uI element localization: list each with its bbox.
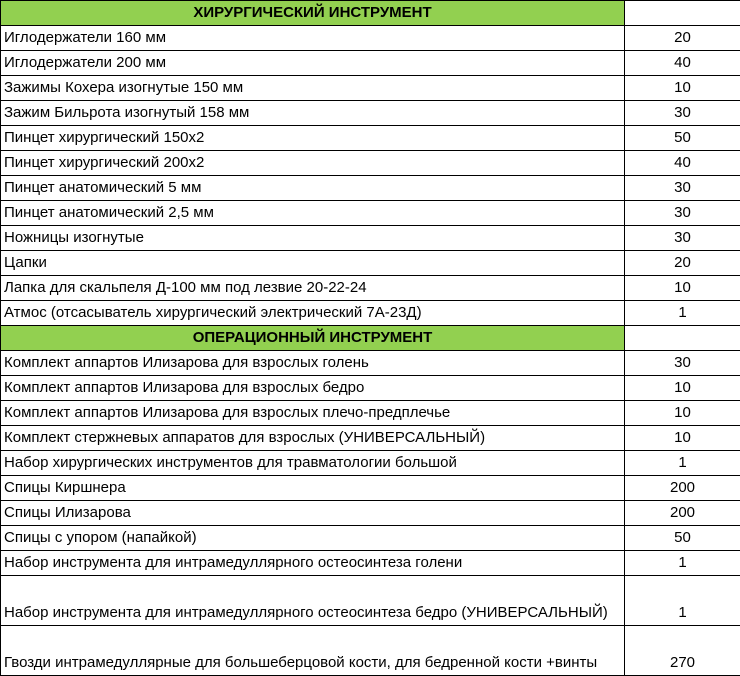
item-qty: 10 [625, 376, 740, 401]
item-name: Комплект аппартов Илизарова для взрослых бедро [1, 376, 625, 401]
table-row [1, 101, 740, 126]
item-qty: 1 [625, 301, 740, 326]
item-name: Пинцет анатомический 5 мм [1, 176, 625, 201]
item-qty: 10 [625, 276, 740, 301]
item-qty: 10 [625, 401, 740, 426]
item-name: Комплект аппартов Илизарова для взрослых плечо-предплечье [1, 401, 625, 426]
item-name: Комплект стержневых аппаратов для взрослых (УНИВЕРСАЛЬНЫЙ) [1, 426, 625, 451]
table-row [1, 526, 740, 551]
table-row [1, 301, 740, 326]
item-name: Ножницы изогнутые [1, 226, 625, 251]
item-qty: 30 [625, 226, 740, 251]
item-qty: 20 [625, 251, 740, 276]
item-qty: 30 [625, 101, 740, 126]
table-row [1, 226, 740, 251]
item-name: Набор инструмента для интрамедуллярного остеосинтеза голени [1, 551, 625, 576]
item-name: Набор инструмента для интрамедуллярного остеосинтеза бедро (УНИВЕРСАЛЬНЫЙ) [1, 576, 625, 626]
item-name: Комплект аппартов Илизарова для взрослых голень [1, 351, 625, 376]
item-name: Спицы Киршнера [1, 476, 625, 501]
table-row [1, 401, 740, 426]
item-qty: 30 [625, 351, 740, 376]
item-name: Иглодержатели 160 мм [1, 26, 625, 51]
table-row [1, 201, 740, 226]
section-title: ОПЕРАЦИОННЫЙ ИНСТРУМЕНТ [1, 326, 625, 351]
table-row [1, 551, 740, 576]
table-row [1, 176, 740, 201]
item-name: Зажим Бильрота изогнутый 158 мм [1, 101, 625, 126]
empty-cell [625, 1, 740, 26]
item-name: Набор хирургических инструментов для травматологии большой [1, 451, 625, 476]
item-qty: 200 [625, 476, 740, 501]
item-qty: 1 [625, 551, 740, 576]
item-qty: 10 [625, 426, 740, 451]
table-row [1, 451, 740, 476]
item-qty: 10 [625, 76, 740, 101]
item-qty: 1 [625, 451, 740, 476]
table-row [1, 251, 740, 276]
table-row [1, 476, 740, 501]
item-name: Пинцет анатомический 2,5 мм [1, 201, 625, 226]
item-qty: 40 [625, 51, 740, 76]
item-name: Спицы с упором (напайкой) [1, 526, 625, 551]
item-qty: 50 [625, 526, 740, 551]
item-qty: 1 [625, 576, 740, 626]
table-row [1, 51, 740, 76]
table-row [1, 276, 740, 301]
table-row [1, 626, 740, 676]
table-row [1, 576, 740, 626]
section-header-surgical [1, 1, 740, 26]
item-name: Иглодержатели 200 мм [1, 51, 625, 76]
table-row [1, 76, 740, 101]
item-qty: 40 [625, 151, 740, 176]
item-name: Пинцет хирургический 150х2 [1, 126, 625, 151]
table-row [1, 501, 740, 526]
item-name: Пинцет хирургический 200х2 [1, 151, 625, 176]
item-name: Гвозди интрамедуллярные для большеберцовой кости, для бедренной кости +винты [1, 626, 625, 676]
item-name: Спицы Илизарова [1, 501, 625, 526]
section-title: ХИРУРГИЧЕСКИЙ ИНСТРУМЕНТ [1, 1, 625, 26]
item-qty: 30 [625, 201, 740, 226]
item-name: Цапки [1, 251, 625, 276]
section-header-operating [1, 326, 740, 351]
item-name: Лапка для скальпеля Д-100 мм под лезвие 20-22-24 [1, 276, 625, 301]
item-name: Зажимы Кохера изогнутые 150 мм [1, 76, 625, 101]
table-row [1, 26, 740, 51]
table-row [1, 126, 740, 151]
table-row [1, 351, 740, 376]
table-row [1, 376, 740, 401]
table-row [1, 151, 740, 176]
item-qty: 270 [625, 626, 740, 676]
item-name: Атмос (отсасыватель хирургический электрический 7А-23Д) [1, 301, 625, 326]
item-qty: 50 [625, 126, 740, 151]
item-qty: 30 [625, 176, 740, 201]
empty-cell [625, 326, 740, 351]
table-row [1, 426, 740, 451]
item-qty: 20 [625, 26, 740, 51]
item-qty: 200 [625, 501, 740, 526]
